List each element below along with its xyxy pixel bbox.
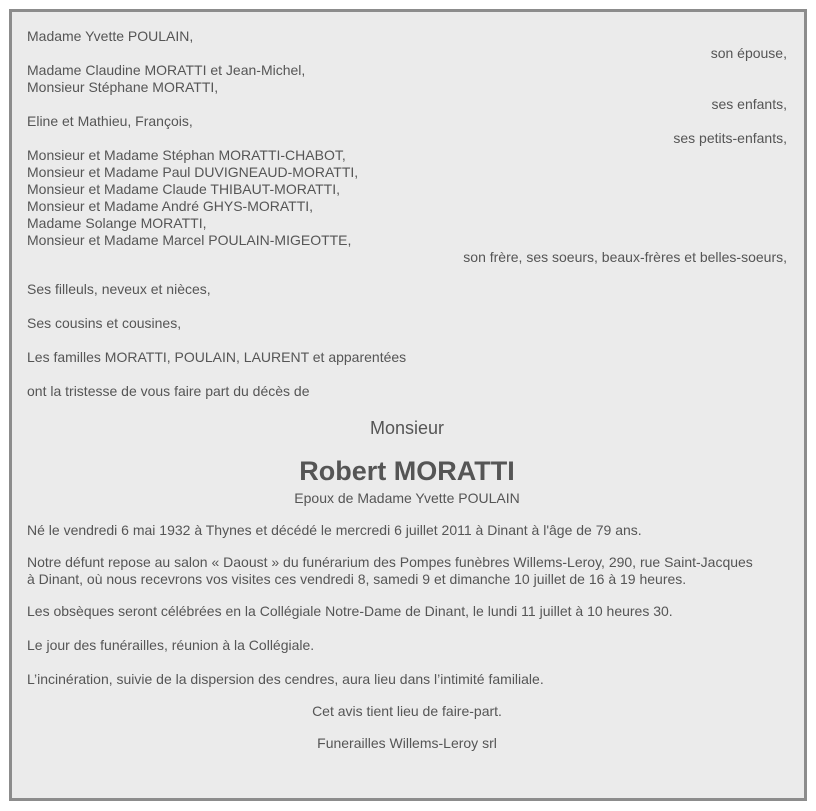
deceased-honorific: Monsieur: [369, 418, 445, 438]
birth-death-line: Né le vendredi 6 mai 1932 à Thynes et décédé le mercredi 6 juillet 2011 à Dinant à l'âge de 79 ans.: [27, 522, 642, 538]
deceased-spouse-line: Epoux de Madame Yvette POULAIN: [294, 490, 520, 506]
sibling-name: Monsieur et Madame Claude THIBAUT-MORATTI,: [27, 181, 341, 197]
cousins-line: Ses cousins et cousines,: [27, 315, 182, 331]
reunion-line: Le jour des funérailles, réunion à la Collégiale.: [27, 637, 315, 653]
siblings-role: son frère, ses soeurs, beaux-frères et belles-soeurs,: [463, 249, 787, 265]
cremation-line: L’incinération, suivie de la dispersion des cendres, aura lieu dans l’intimité familiale.: [27, 671, 544, 687]
sibling-name: Monsieur et Madame Paul DUVIGNEAUD-MORATTI,: [27, 164, 359, 180]
sibling-name: Madame Solange MORATTI,: [27, 215, 207, 231]
spouse-name: Madame Yvette POULAIN,: [27, 28, 194, 44]
funeral-home-line: Funerailles Willems-Leroy srl: [317, 735, 497, 751]
child-name: Monsieur Stéphane MORATTI,: [27, 79, 219, 95]
child-name: Madame Claudine MORATTI et Jean-Michel,: [27, 62, 306, 78]
notice-line: Cet avis tient lieu de faire-part.: [312, 703, 502, 719]
spouse-role: son épouse,: [710, 45, 787, 61]
sibling-name: Monsieur et Madame Marcel POULAIN-MIGEOTTE,: [27, 232, 352, 248]
sibling-name: Monsieur et Madame André GHYS-MORATTI,: [27, 198, 314, 214]
funeral-line: Les obsèques seront célébrées en la Collégiale Notre-Dame de Dinant, le lundi 11 juillet à 10 heures 30.: [27, 603, 673, 619]
families-line: Les familles MORATTI, POULAIN, LAURENT et apparentées: [27, 349, 407, 365]
announcement-line: ont la tristesse de vous faire part du décès de: [27, 383, 310, 399]
sibling-name: Monsieur et Madame Stéphan MORATTI-CHABOT,: [27, 147, 346, 163]
rest-line: à Dinant, où nous recevrons vos visites ces vendredi 8, samedi 9 et dimanche 10 juillet de 16 à 19 heures.: [27, 571, 687, 587]
grandchildren-role: ses petits-enfants,: [673, 130, 787, 146]
godchildren-line: Ses filleuls, neveux et nièces,: [27, 281, 211, 297]
rest-line: Notre défunt repose au salon « Daoust » du funérarium des Pompes funèbres Willems-Leroy, 290, rue Saint-Jacques: [27, 554, 753, 570]
children-role: ses enfants,: [711, 96, 787, 112]
deceased-name: Robert MORATTI: [299, 456, 515, 486]
obituary-card: [9, 9, 807, 801]
grandchildren-names: Eline et Mathieu, François,: [27, 113, 193, 129]
obituary-text: [27, 28, 787, 752]
